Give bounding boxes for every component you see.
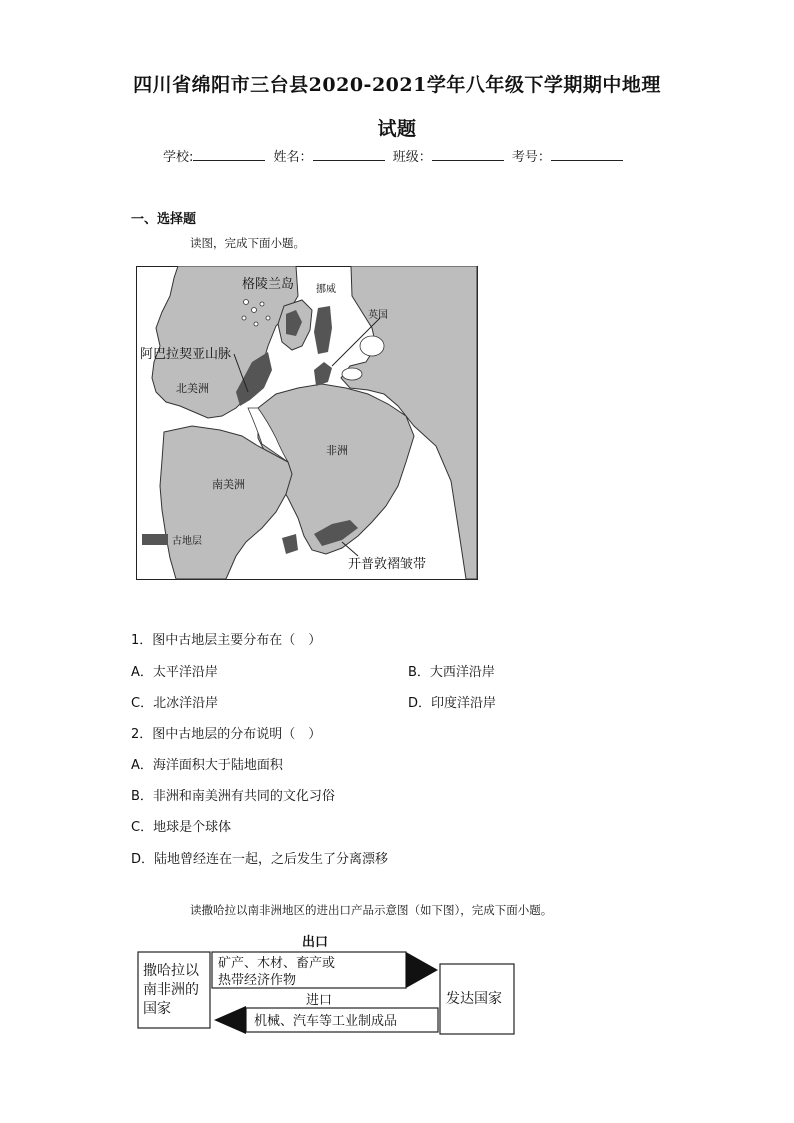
continental-drift-map (136, 266, 478, 580)
q2-stem: 2．图中古地层的分布说明（ ） (131, 727, 322, 742)
number-blank[interactable] (551, 147, 623, 161)
page-title-line-1: 四川省绵阳市三台县2020-2021学年八年级下学期期中地理 (133, 74, 661, 96)
number-label: 考号： (511, 150, 551, 165)
label-britain: 英国 (368, 310, 388, 321)
import-label: 进口 (306, 993, 333, 1008)
q2-option-b[interactable]: B．非洲和南美洲有共同的文化习俗 (131, 789, 335, 804)
export-label: 出口 (302, 935, 329, 950)
legend-swatch (142, 534, 168, 545)
trade-diagram (136, 932, 518, 1036)
label-legend: 古地层 (172, 536, 202, 547)
q1-stem: 1．图中古地层主要分布在（ ） (131, 633, 322, 648)
africa-box-line-3: 国家 (143, 1001, 171, 1017)
q2-option-d[interactable]: D．陆地曾经连在一起，之后发生了分离漂移 (131, 852, 389, 867)
label-cape-fold: 开普敦褶皱带 (348, 557, 427, 572)
q1-option-b[interactable]: B．大西洋沿岸 (408, 665, 495, 680)
class-label: 班级： (392, 150, 432, 165)
export-arrowhead (406, 952, 438, 988)
label-norway: 挪威 (316, 284, 336, 295)
label-south-america: 南美洲 (212, 478, 245, 491)
school-blank[interactable] (193, 147, 265, 161)
import-goods: 机械、汽车等工业制成品 (254, 1014, 398, 1029)
name-label: 姓名： (273, 150, 313, 165)
label-africa: 非洲 (326, 444, 348, 457)
instruction-map: 读图，完成下面小题。 (190, 236, 305, 250)
q2-option-a[interactable]: A．海洋面积大于陆地面积 (131, 758, 283, 773)
page-title-line-2: 试题 (377, 118, 417, 140)
africa-box-line-1: 撒哈拉以 (143, 963, 199, 979)
section-title: 一、选择题 (131, 212, 197, 227)
name-blank[interactable] (313, 147, 385, 161)
export-goods-line-2: 热带经济作物 (218, 973, 297, 988)
q1-option-a[interactable]: A．太平洋沿岸 (131, 665, 218, 680)
school-label: 学校: (163, 150, 194, 165)
developed-box-label: 发达国家 (446, 991, 502, 1007)
q2-option-c[interactable]: C．地球是个球体 (131, 820, 232, 835)
class-blank[interactable] (432, 147, 504, 161)
label-north-america: 北美洲 (176, 382, 209, 395)
label-appalachian: 阿巴拉契亚山脉 (140, 347, 232, 362)
instruction-trade: 读撒哈拉以南非洲地区的进出口产品示意图（如下图），完成下面小题。 (190, 903, 553, 917)
import-arrowhead (214, 1006, 246, 1034)
student-info-row (163, 146, 627, 165)
q1-option-c[interactable]: C．北冰洋沿岸 (131, 696, 219, 711)
label-greenland: 格陵兰岛 (242, 277, 295, 292)
export-goods-line-1: 矿产、木材、畜产或 (218, 956, 336, 971)
africa-box-line-2: 南非洲的 (143, 982, 199, 998)
q1-option-d[interactable]: D．印度洋沿岸 (408, 696, 497, 711)
